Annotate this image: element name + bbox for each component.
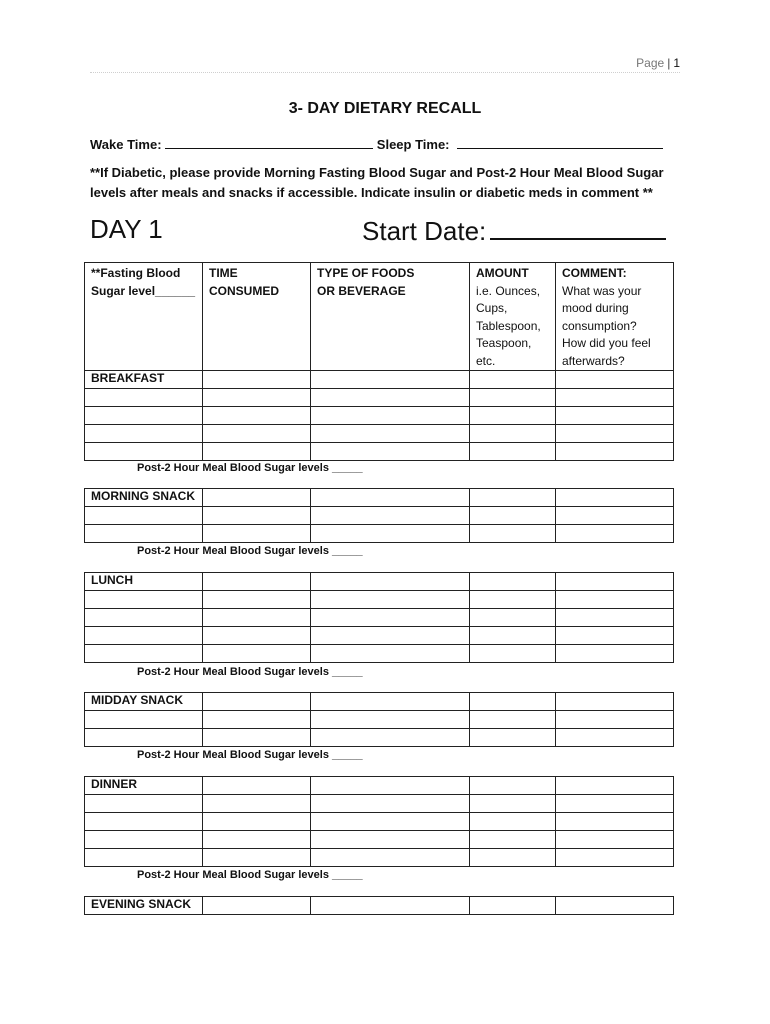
post-meal-blood-sugar[interactable]: Post-2 Hour Meal Blood Sugar levels _____: [137, 749, 363, 761]
table-row[interactable]: [85, 443, 674, 461]
table-row[interactable]: [85, 407, 674, 425]
table-row[interactable]: [85, 489, 674, 507]
meal-label-evening-snack: EVENING SNACK: [85, 897, 203, 915]
amount-line: Tablespoon,: [476, 318, 541, 333]
time-line-1: TIME: [209, 266, 238, 280]
table-row[interactable]: [85, 831, 674, 849]
foods-line-1: TYPE OF FOODS: [317, 266, 415, 280]
table-row[interactable]: [85, 627, 674, 645]
fasting-line-1: **Fasting Blood: [91, 266, 181, 280]
amount-line: i.e. Ounces,: [476, 283, 541, 298]
table-row[interactable]: [85, 897, 674, 915]
amount-line: Cups,: [476, 301, 508, 315]
comment-line: afterwards?: [562, 353, 625, 368]
header-rule: [90, 72, 680, 73]
day-label: DAY 1: [90, 214, 163, 244]
diabetic-note: **If Diabetic, please provide Morning Fasting Blood Sugar and Post-2 Hour Meal Blood Sugar levels after meals and snacks if accessible. Indicate insulin or diabetic meds in comment **: [90, 165, 664, 200]
page-word: Page: [636, 56, 665, 70]
start-date: [362, 214, 666, 247]
amount-title: AMOUNT: [476, 266, 529, 280]
comment-line: What was your: [562, 283, 642, 298]
time-line-2: CONSUMED: [209, 283, 280, 298]
table-row[interactable]: [85, 591, 674, 609]
table-header-row: [85, 263, 674, 371]
table-row[interactable]: [85, 609, 674, 627]
wake-time-label: Wake Time:: [90, 137, 162, 152]
comment-line: consumption?: [562, 318, 637, 333]
amount-header: [470, 263, 556, 371]
lunch-table: [84, 572, 674, 663]
post-meal-blood-sugar[interactable]: Post-2 Hour Meal Blood Sugar levels _____: [137, 545, 363, 557]
post-meal-blood-sugar[interactable]: Post-2 Hour Meal Blood Sugar levels _____: [137, 666, 363, 678]
post-meal-blood-sugar[interactable]: Post-2 Hour Meal Blood Sugar levels _____: [137, 869, 363, 881]
table-row[interactable]: [85, 573, 674, 591]
meal-label-midday-snack: MIDDAY SNACK: [85, 693, 203, 711]
meal-label-lunch: LUNCH: [85, 573, 203, 591]
sleep-time-label: Sleep Time:: [376, 137, 450, 152]
table-row[interactable]: [85, 813, 674, 831]
breakfast-table: [84, 262, 674, 461]
fasting-blood-sugar-header[interactable]: [85, 263, 203, 371]
midday-snack-table: [84, 692, 674, 747]
wake-time-field[interactable]: [165, 135, 373, 149]
table-row[interactable]: [85, 389, 674, 407]
comment-header: [556, 263, 674, 371]
table-row[interactable]: [85, 425, 674, 443]
page-number-value: 1: [673, 56, 680, 70]
dinner-table: [84, 776, 674, 867]
table-row[interactable]: [85, 795, 674, 813]
page-title: 3- DAY DIETARY RECALL: [288, 100, 482, 117]
table-row[interactable]: [85, 777, 674, 795]
evening-snack-table: [84, 896, 674, 915]
table-row[interactable]: [85, 507, 674, 525]
type-of-foods-header: [311, 263, 470, 371]
table-row[interactable]: [85, 729, 674, 747]
comment-title: COMMENT:: [562, 266, 627, 280]
amount-line: Teaspoon,: [476, 336, 532, 350]
table-row[interactable]: [85, 711, 674, 729]
meal-label-morning-snack: MORNING SNACK: [85, 489, 203, 507]
table-row[interactable]: [85, 525, 674, 543]
table-row[interactable]: [85, 371, 674, 389]
start-date-field[interactable]: [490, 214, 666, 240]
time-consumed-header: [203, 263, 311, 371]
wake-sleep-line: [90, 135, 663, 152]
morning-snack-table: [84, 488, 674, 543]
sleep-time-field[interactable]: [457, 135, 663, 149]
table-row[interactable]: [85, 645, 674, 663]
fasting-line-2: Sugar level______: [91, 283, 196, 298]
table-row[interactable]: [85, 849, 674, 867]
meal-label-dinner: DINNER: [85, 777, 203, 795]
start-date-label: Start Date:: [362, 216, 487, 246]
comment-line: How did you feel: [562, 336, 651, 350]
page-number: [636, 56, 680, 70]
foods-line-2: OR BEVERAGE: [317, 283, 406, 298]
amount-line: etc.: [476, 353, 496, 368]
post-meal-blood-sugar[interactable]: Post-2 Hour Meal Blood Sugar levels _____: [137, 462, 363, 474]
comment-line: mood during: [562, 301, 629, 315]
page-separator: |: [667, 56, 671, 70]
meal-label-breakfast: BREAKFAST: [85, 371, 203, 389]
table-row[interactable]: [85, 693, 674, 711]
